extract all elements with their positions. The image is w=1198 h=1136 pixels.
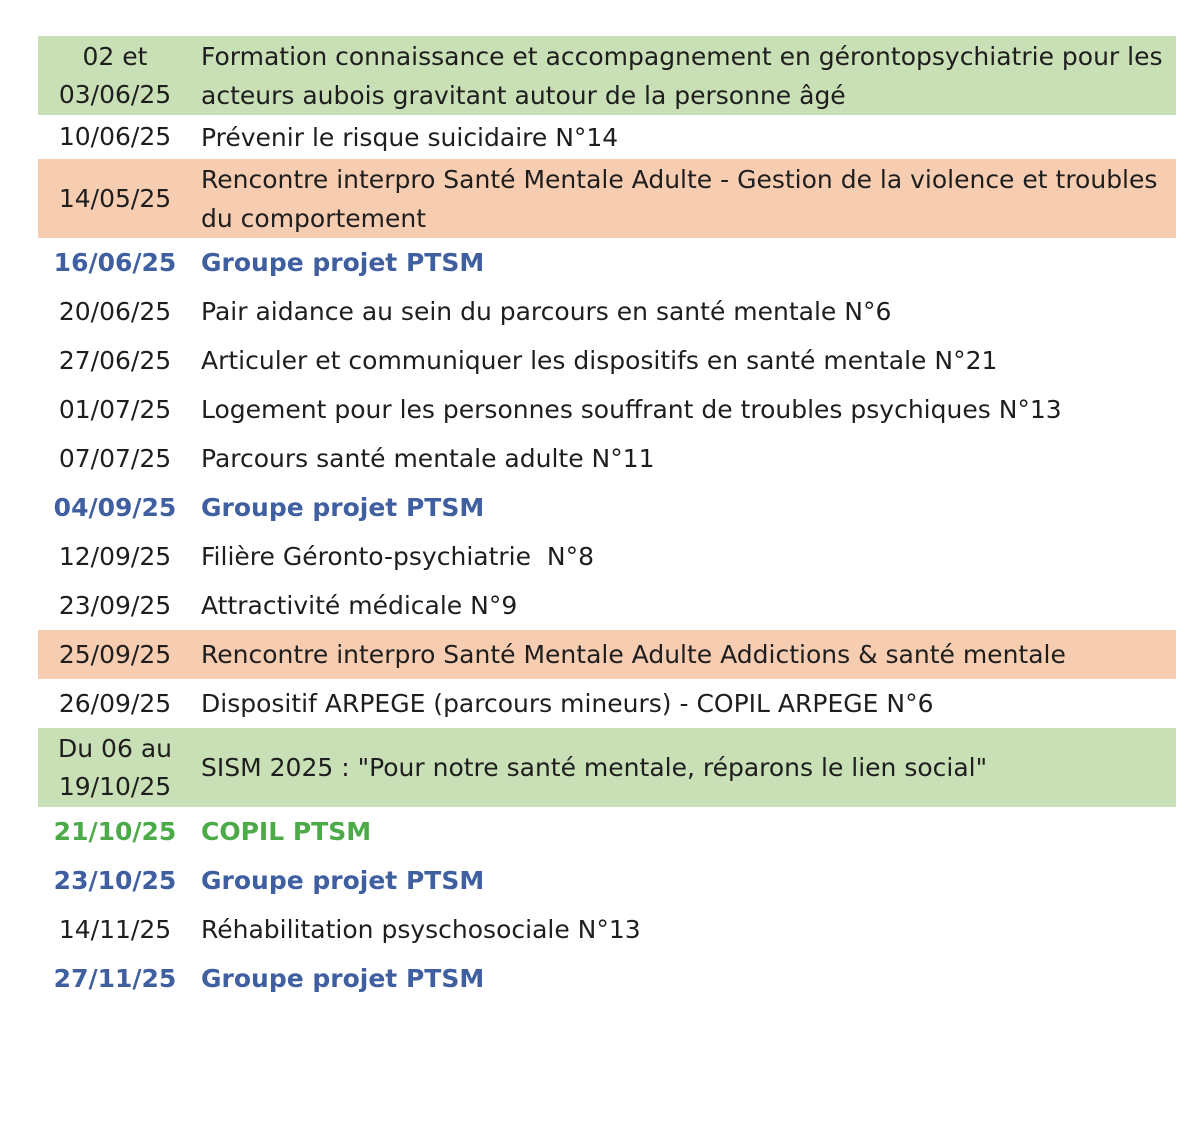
event-date: 27/06/25: [58, 345, 172, 375]
event-date: 07/07/25: [58, 443, 172, 473]
event-row: [38, 483, 1176, 532]
event-date: 01/07/25: [58, 394, 172, 424]
event-title: Groupe projet PTSM: [201, 248, 485, 277]
event-title: Réhabilitation psyschosociale N°13: [201, 915, 641, 944]
event-title: Pair aidance au sein du parcours en santé mentale N°6: [201, 297, 892, 326]
event-title: SISM 2025 : "Pour notre santé mentale, réparons le lien social": [201, 753, 988, 782]
event-date: 23/09/25: [58, 590, 172, 620]
event-row: [38, 679, 1176, 728]
event-row: [38, 728, 1176, 807]
event-title: Rencontre interpro Santé Mentale Adulte - Gestion de la violence et troubles du comportement: [201, 164, 1158, 233]
event-date: 21/10/25: [53, 816, 177, 846]
event-row: [38, 905, 1176, 954]
event-date: 14/05/25: [58, 183, 172, 213]
event-row: [38, 532, 1176, 581]
event-row: [38, 336, 1176, 385]
event-date: 04/09/25: [53, 492, 177, 522]
event-row: [38, 287, 1176, 336]
event-date: Du 06 au 19/10/25: [58, 733, 172, 801]
event-title: Prévenir le risque suicidaire N°14: [201, 122, 619, 152]
event-title: Groupe projet PTSM: [201, 964, 485, 993]
event-date: 26/09/25: [58, 688, 172, 718]
event-date: 10/06/25: [58, 122, 172, 151]
event-row: [38, 581, 1176, 630]
event-row: [38, 630, 1176, 679]
event-title: Formation connaissance et accompagnement en gérontopsychiatrie pour les acteurs aubois gravitant autour de la personne âgé: [201, 41, 1163, 110]
event-row: [38, 159, 1176, 238]
event-row: [38, 238, 1176, 287]
event-title: Rencontre interpro Santé Mentale Adulte Addictions & santé mentale: [201, 640, 1066, 669]
event-date: 25/09/25: [58, 639, 172, 669]
event-title: Articuler et communiquer les dispositifs en santé mentale N°21: [201, 346, 998, 375]
event-schedule: [38, 36, 1176, 1003]
event-row: [38, 807, 1176, 856]
event-row: [38, 434, 1176, 483]
event-row: [38, 115, 1176, 159]
event-date: 12/09/25: [58, 541, 172, 571]
event-title: Groupe projet PTSM: [201, 493, 485, 522]
event-row: [38, 36, 1176, 115]
event-date: 02 et 03/06/25: [58, 41, 172, 109]
event-date: 27/11/25: [53, 963, 177, 993]
event-date: 20/06/25: [58, 296, 172, 326]
event-title: Dispositif ARPEGE (parcours mineurs) - COPIL ARPEGE N°6: [201, 689, 934, 718]
event-row: [38, 954, 1176, 1003]
event-title: Filière Géronto-psychiatrie N°8: [201, 542, 594, 571]
event-date: 16/06/25: [53, 247, 177, 277]
event-title: COPIL PTSM: [201, 817, 372, 846]
event-title: Logement pour les personnes souffrant de troubles psychiques N°13: [201, 395, 1062, 424]
event-title: Attractivité médicale N°9: [201, 591, 518, 620]
event-date: 14/11/25: [58, 914, 172, 944]
event-title: Groupe projet PTSM: [201, 866, 485, 895]
event-title: Parcours santé mentale adulte N°11: [201, 444, 655, 473]
event-date: 23/10/25: [53, 865, 177, 895]
event-row: [38, 856, 1176, 905]
event-row: [38, 385, 1176, 434]
